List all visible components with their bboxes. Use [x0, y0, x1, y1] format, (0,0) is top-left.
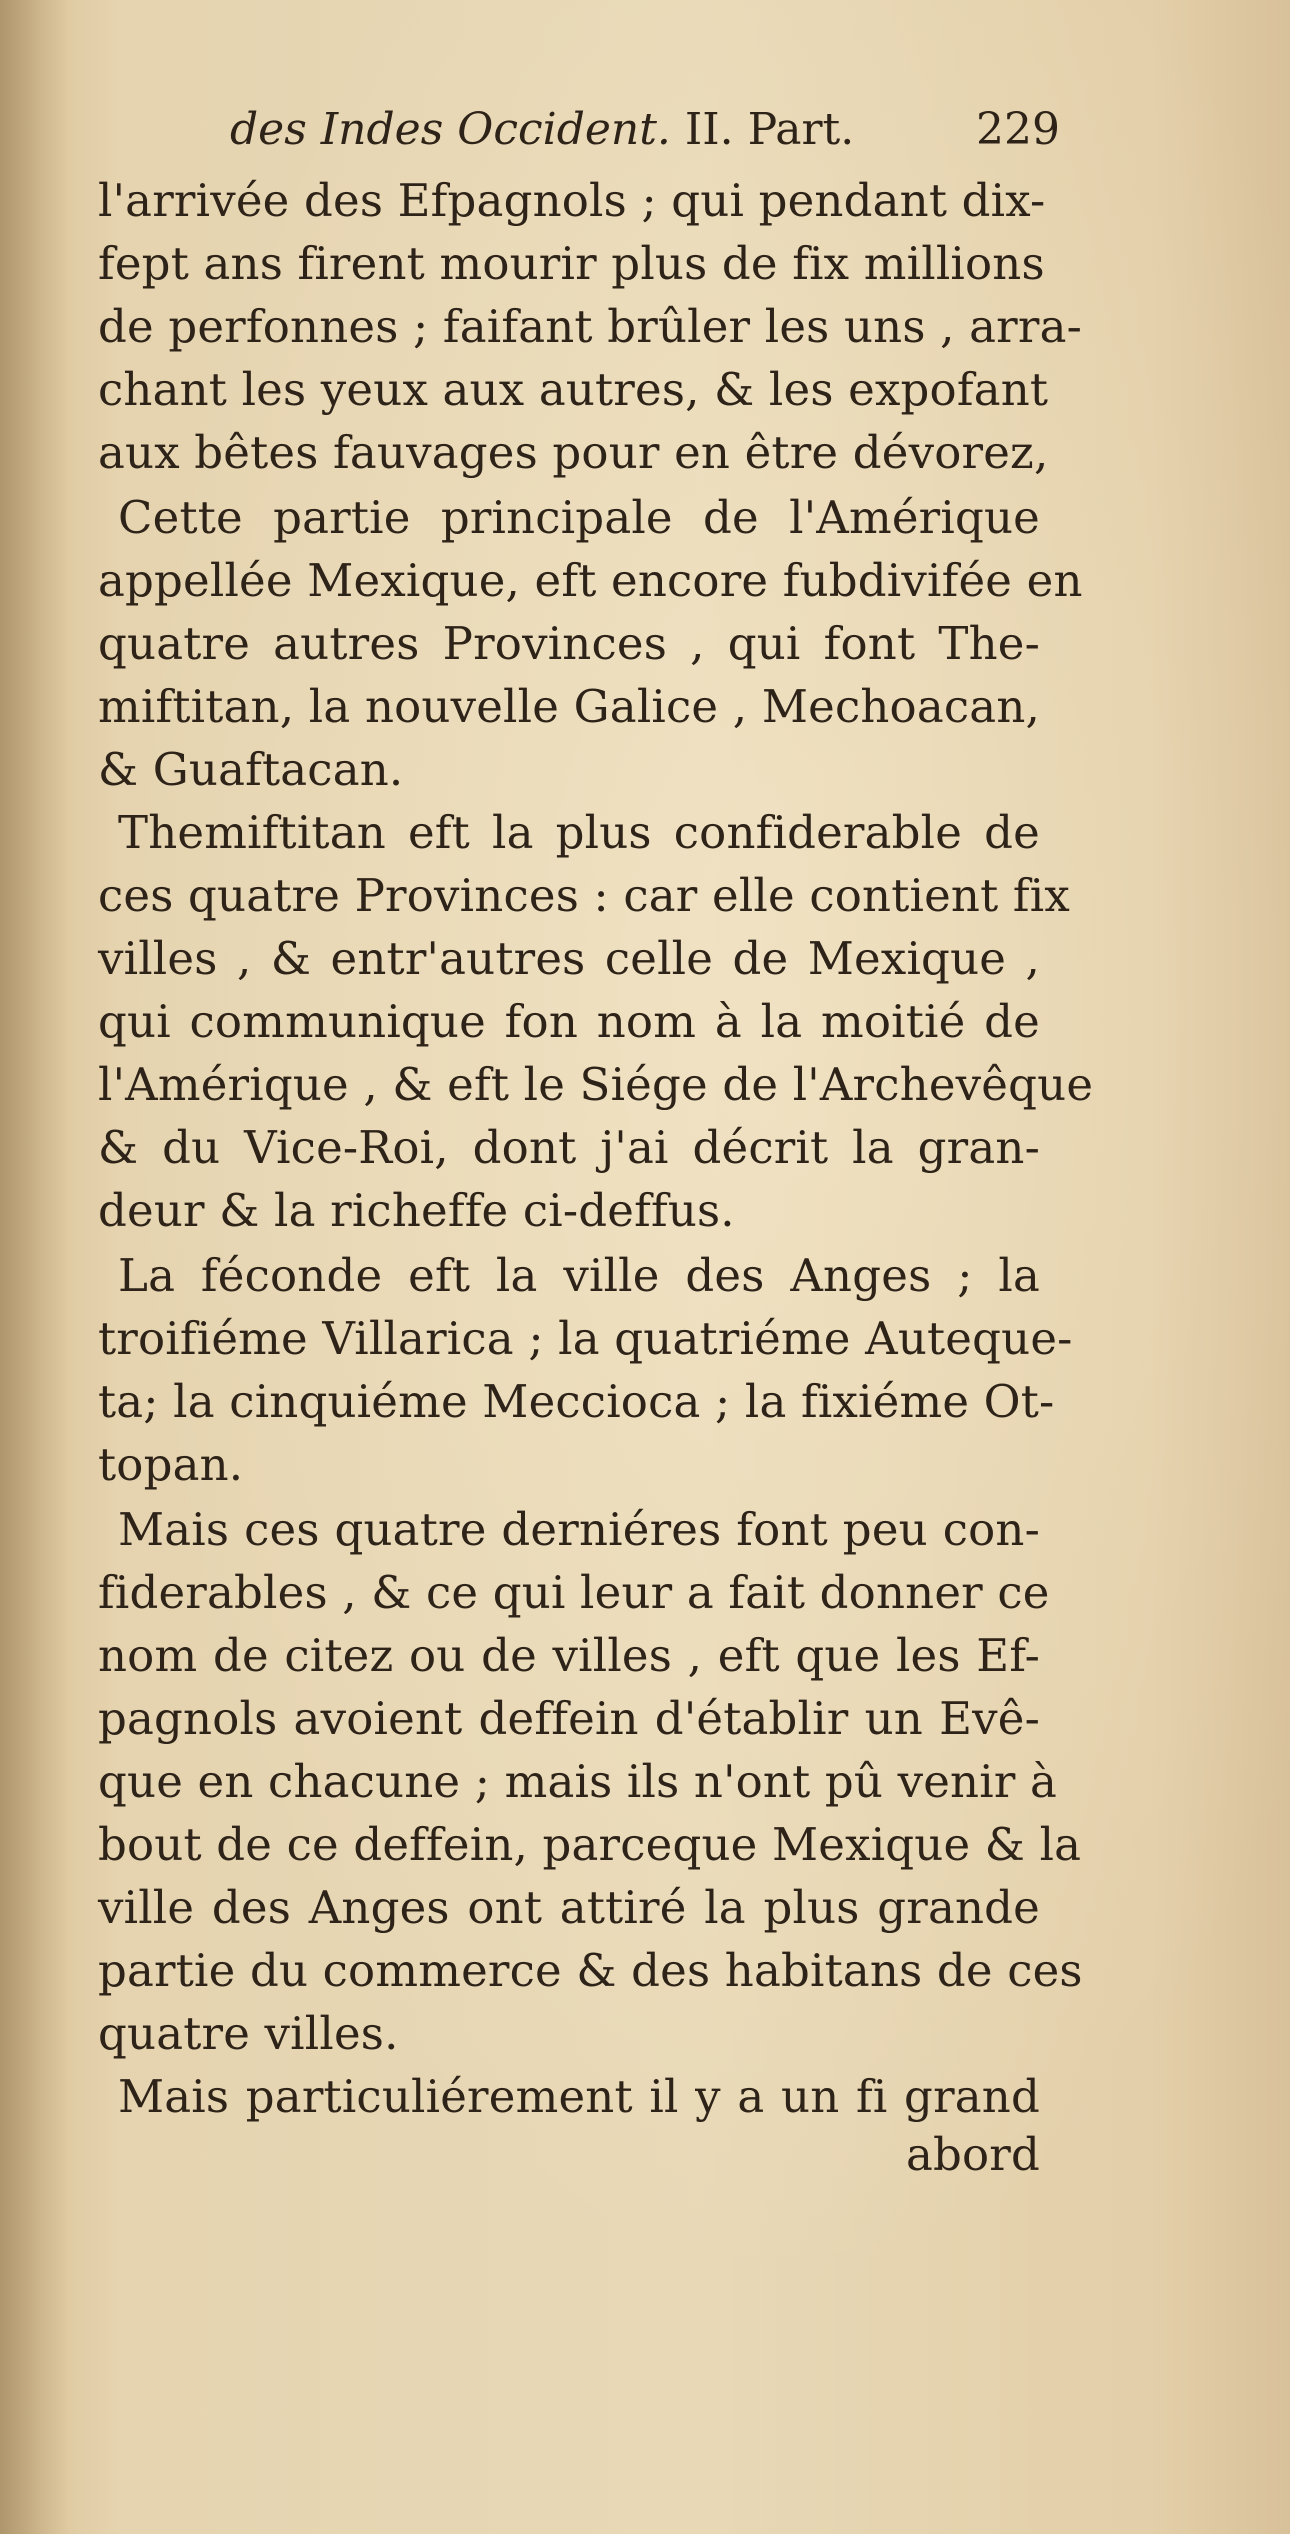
text-line: Mais particuliérement il y a un fi grand	[118, 2070, 1040, 2123]
text-line: appellée Mexique, eft encore fubdivifée en	[98, 554, 1083, 607]
text-line: bout de ce deffein, parceque Mexique & la	[98, 1818, 1082, 1871]
text-line: que en chacune ; mais ils n'ont pû venir à	[98, 1755, 1058, 1808]
page-number: 229	[976, 104, 1060, 155]
catchword: abord	[905, 2128, 1040, 2181]
text-line: l'arrivée des Efpagnols ; qui pendant dix-	[98, 174, 1046, 227]
running-part: II. Part.	[684, 104, 855, 155]
text-line: topan.	[98, 1438, 244, 1491]
text-line: Themiftitan eft la plus confiderable de	[118, 806, 1040, 859]
running-title	[230, 100, 854, 160]
text-line: deur & la richeffe ci-deffus.	[98, 1184, 735, 1237]
text-line: Cette partie principale de l'Amérique	[118, 491, 1040, 544]
running-title-text: des Indes Occident.	[230, 104, 671, 155]
text-line: partie du commerce & des habitans de ces	[98, 1944, 1083, 1997]
text-line: troifiéme Villarica ; la quatriéme Auteque-	[98, 1312, 1073, 1365]
text-line: Mais ces quatre derniéres font peu con-	[118, 1503, 1040, 1556]
text-line: & du Vice-Roi, dont j'ai décrit la gran-	[98, 1121, 1040, 1174]
text-line: ville des Anges ont attiré la plus grande	[98, 1881, 1040, 1934]
gutter-shadow	[0, 0, 70, 2534]
text-line: ta; la cinquiéme Meccioca ; la fixiéme Ot-	[98, 1375, 1055, 1428]
text-line: qui communique fon nom à la moitié de	[98, 995, 1040, 1048]
running-header	[230, 100, 1060, 160]
text-line: villes , & entr'autres celle de Mexique ,	[98, 932, 1040, 985]
text-line: quatre autres Provinces , qui font The-	[98, 617, 1040, 670]
text-line: fept ans firent mourir plus de fix millions	[98, 237, 1045, 290]
text-line: miftitan, la nouvelle Galice , Mechoacan,	[98, 680, 1040, 733]
text-line: La féconde eft la ville des Anges ; la	[118, 1249, 1040, 1302]
text-line: pagnols avoient deffein d'établir un Evê-	[98, 1692, 1040, 1745]
text-line: quatre villes.	[98, 2007, 399, 2060]
text-line: l'Amérique , & eft le Siége de l'Archevêque	[98, 1058, 1094, 1111]
text-line: fiderables , & ce qui leur a fait donner ce	[98, 1566, 1050, 1619]
text-line: aux bêtes fauvages pour en être dévorez,	[98, 426, 1049, 479]
text-line: de perfonnes ; faifant brûler les uns , arra-	[98, 300, 1083, 353]
text-line: ces quatre Provinces : car elle contient fix	[98, 869, 1070, 922]
text-line: & Guaftacan.	[98, 743, 404, 796]
text-line: nom de citez ou de villes , eft que les Ef-	[98, 1629, 1040, 1682]
text-line: chant les yeux aux autres, & les expofant	[98, 363, 1049, 416]
